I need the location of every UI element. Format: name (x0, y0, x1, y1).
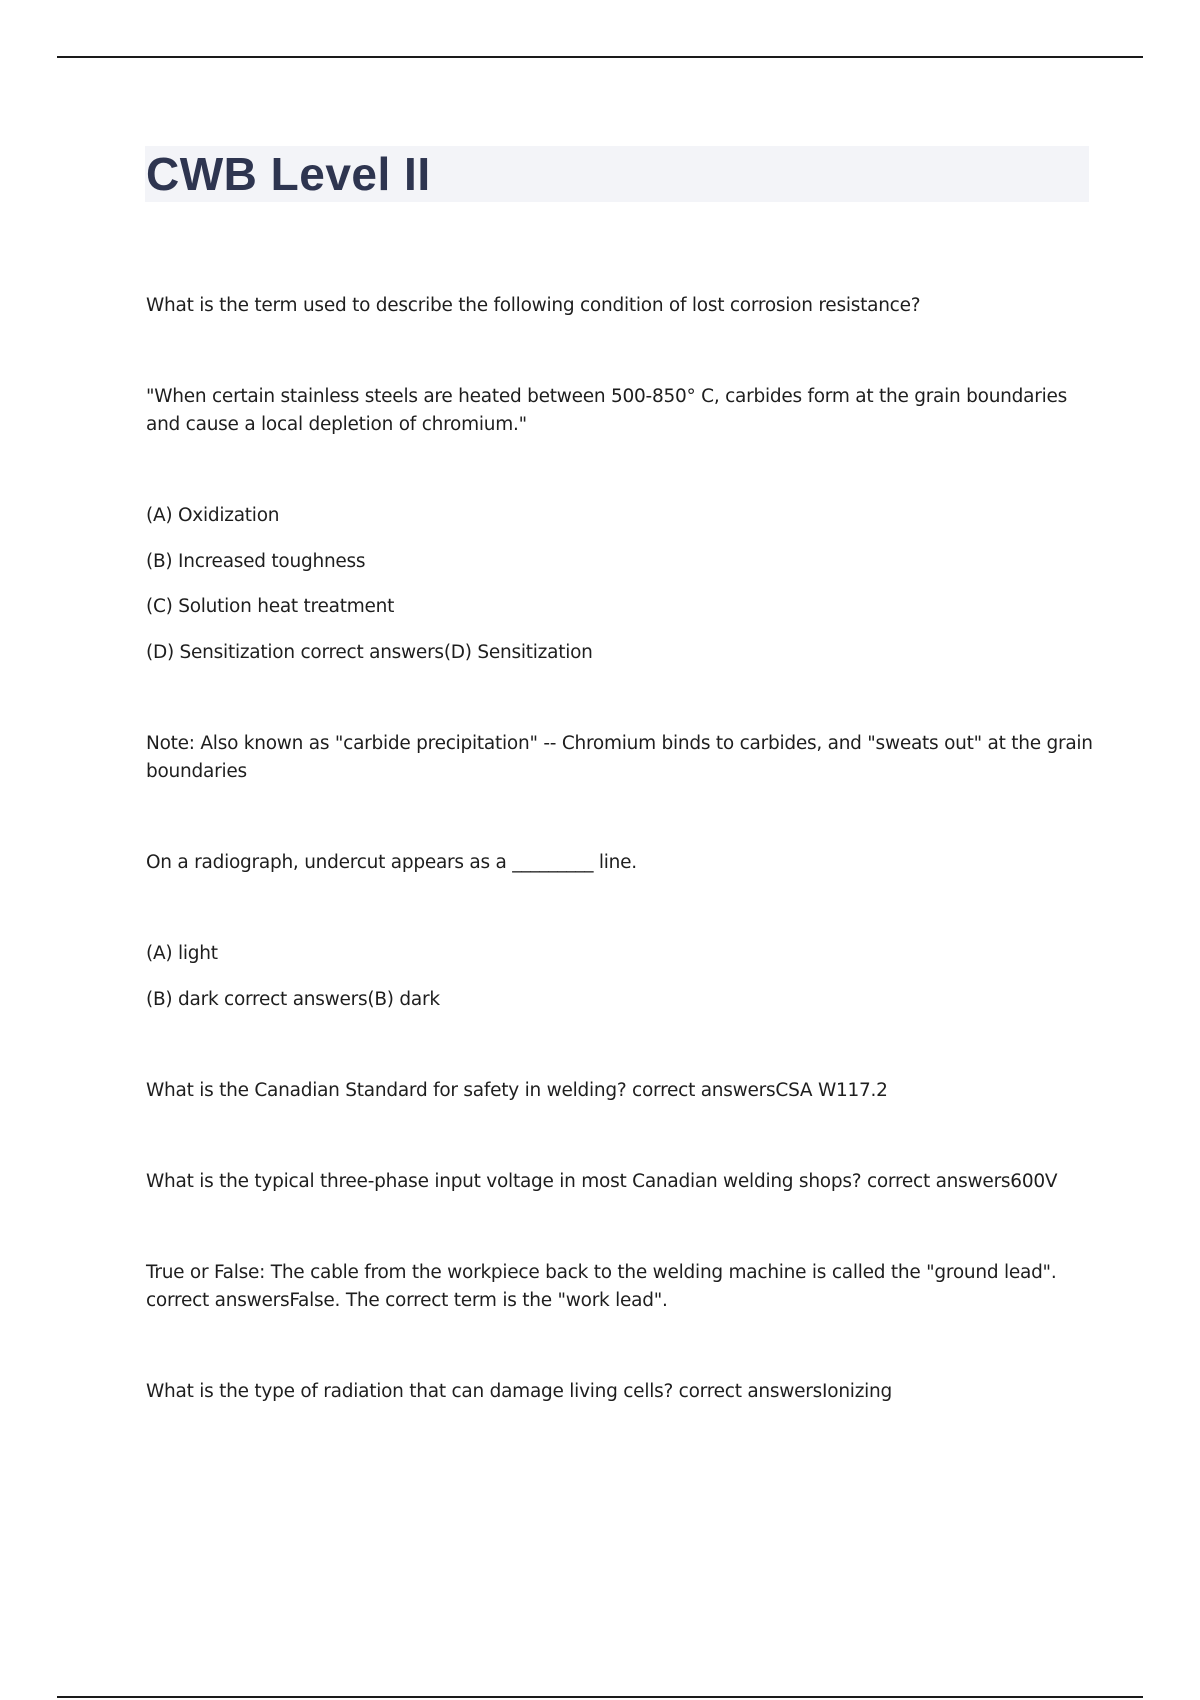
q5-question: True or False: The cable from the workpiece back to the welding machine is called the "ground lead". correct answersFalse. The correct term is the "work lead". (146, 1262, 1057, 1311)
q6-question: What is the type of radiation that can damage living cells? correct answersIonizing (146, 1381, 893, 1402)
q1-option-a: (A) Oxidization (146, 505, 280, 526)
q2-option-b: (B) dark correct answers(B) dark (146, 989, 440, 1010)
q4-question: What is the typical three-phase input voltage in most Canadian welding shops? correct answers600V (146, 1171, 1058, 1192)
q1-option-c: (C) Solution heat treatment (146, 596, 395, 617)
q1-quote: "When certain stainless steels are heated between 500-850° C, carbides form at the grain boundaries and cause a local depletion of chromium." (146, 386, 1067, 435)
q1-question: What is the term used to describe the following condition of lost corrosion resistance? (146, 295, 921, 316)
q1-note: Note: Also known as "carbide precipitation" -- Chromium binds to carbides, and "sweats out" at the grain boundaries (146, 733, 1093, 782)
page-title: CWB Level II (146, 148, 431, 200)
top-rule (57, 56, 1143, 58)
q1-option-d: (D) Sensitization correct answers(D) Sensitization (146, 642, 593, 663)
q3-question: What is the Canadian Standard for safety in welding? correct answersCSA W117.2 (146, 1080, 888, 1101)
q2-question: On a radiograph, undercut appears as a _________ line. (146, 852, 637, 873)
q1-option-b: (B) Increased toughness (146, 551, 366, 572)
bottom-rule (57, 1696, 1143, 1698)
q2-option-a: (A) light (146, 943, 218, 964)
